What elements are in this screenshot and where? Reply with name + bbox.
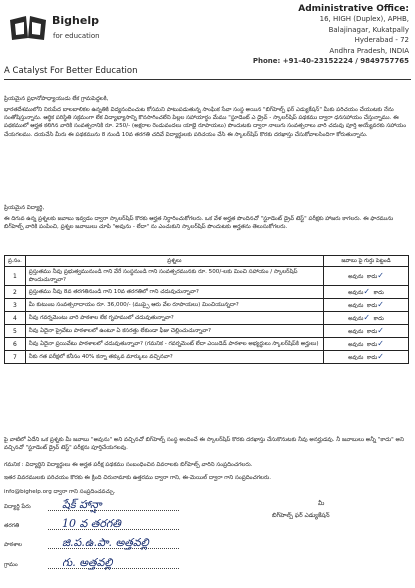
- result-paragraph: పై వాటిలో ఏదేని ఒక ప్రశ్నకు మీ జవాబు "అవును" అని వచ్చినచో బిగ్‌హెల్ప్ సంస్థ అందించే ఈ స్కాలర్‌షిప్ కొరకు దరఖాస్తు చేసుకొనుటకు నీవు అనర్హుడవు. నీ జవాబులు అన్నీ "కాదు" అని వచ్చినచో "స్టూడెంట్ డ్రైవ్ టెస్ట్" పరీక్షను పూర్తిచేయగలవు.: [4, 437, 404, 452]
- check-mark-icon: ✓: [377, 300, 384, 310]
- answer-no[interactable]: కాదు: [366, 355, 378, 362]
- question-text: నీకు గత పరీక్షలో కనీసం 40% కన్నా తక్కువ మార్కులు వచ్చినవా?: [25, 351, 323, 364]
- field-value: గు. అత్తవల్లి: [62, 556, 113, 569]
- field-label: విద్యార్థి పేరు: [4, 504, 31, 510]
- check-mark-icon: ✓: [377, 271, 384, 281]
- office-line: Hyderabad - 72: [354, 36, 409, 45]
- student-salutation: ప్రియమైన విద్యార్థి,: [4, 205, 45, 211]
- answer-no[interactable]: కాదు: [373, 316, 384, 323]
- question-number: 2: [5, 286, 26, 299]
- field-value: షేక్ హాన్షా: [62, 498, 102, 511]
- answer-no[interactable]: కాదు: [366, 342, 378, 349]
- table-row: [5, 312, 409, 325]
- check-mark-icon: ✓: [377, 339, 384, 349]
- answer-cell: [324, 351, 409, 364]
- field-label: గ్రామం: [4, 562, 18, 568]
- header-divider: [4, 79, 411, 80]
- office-phone: Phone: +91-40-23152224 / 9849757765: [252, 57, 409, 66]
- bighelp-logo: [4, 6, 154, 50]
- table-row: [5, 325, 409, 338]
- signature-org: బిగ్‌హెల్ప్ ఫర్ ఎడ్యుకేషన్: [272, 512, 330, 519]
- field-value: 10 వ తరగతి: [62, 517, 121, 530]
- brand-subtitle: for education: [53, 32, 100, 40]
- answer-yes[interactable]: అవును: [348, 303, 364, 310]
- office-title: Administrative Office:: [298, 4, 409, 14]
- question-text: మీ కుటుంబ సంవత్సరాదాయం రూ. 36,000/- (ముప్పై ఆరు వేల రూపాయలు) మించియున్నదా?: [25, 299, 323, 312]
- answer-cell: [324, 338, 409, 351]
- column-header-number: ప్ర.సం.: [5, 256, 26, 267]
- answer-no[interactable]: కాదు: [366, 274, 378, 281]
- answer-cell: [324, 267, 409, 286]
- question-number: 1: [5, 267, 26, 286]
- office-line: Andhra Pradesh, INDIA: [329, 46, 409, 55]
- intro-paragraph: భారతదేశములోని నిరుపేద బాలబాలికల ఉన్నతికి విద్యనందించుట కోసమని పాటుపడుతున్న సాంఘిక సేవా సంస్థ అయిన "బిగ్‌హెల్ప్ ఫర్ ఎడ్యుకేషన్" మీకు పరిచయం చేయుటకు నేను సంతోషిస్తున్నాను. ఆర్థిక పరిస్థితి సక్రమంగా లేక విద్యాభ్యాసాన్ని కొనసాగించలేని పిల్లల సహాయార్థం మేము "స్టూడెంట్ ఎ డ్రైవ్ - స్కాలర్‌షిప్ పథకము ద్వారా ధనసహాయం చేస్తున్నాము. ఈ పథకములో ఆర్హత కలిగిన వారికి సంవత్సరానికి రూ. 250/- (అక్షరాల రెండువందలు యాభై రూపాయలు) పొందుటకు ద్వారా నాలుగు సంవత్సరాలు వారి చదువు పూర్తి అయ్యేవరకు సహాయం చేయగలము. దయచేసి మీరు ఈ పథకమును 8 నుండి 10వ తరగతి చదివే విద్యార్థులకు పరిచయం చేసి ఈ స్కాలర్‌షిప్ కొరకు దరఖాస్తు చేసుకోవాలసిందిగా కోరుతున్నాను.: [4, 107, 407, 138]
- column-header-question: ప్రశ్నలు: [25, 256, 323, 267]
- check-mark-icon: ✓: [377, 352, 384, 362]
- answer-yes[interactable]: అవును: [348, 329, 364, 336]
- question-text: నీవు ఏదైనా ప్రైవేటు పాఠశాలలో ఉంటూ ఏ కసరత్తు లేకుండా ఫీజు చెల్లించుచున్నావా?: [25, 325, 323, 338]
- answer-cell: [324, 325, 409, 338]
- answer-no[interactable]: కాదు: [373, 290, 384, 297]
- tagline: A Catalyst For Better Education: [4, 66, 138, 76]
- contact-email: info@bighelp.org ద్వారా గాని సంప్రదించవచ్చు.: [4, 489, 116, 495]
- salutation: ప్రియమైన ప్రధానోపాధ్యాయుడు లేక గ్రామపెద్దలకి,: [4, 96, 109, 102]
- field-class: [4, 519, 409, 534]
- question-number: 3: [5, 299, 26, 312]
- answer-cell: [324, 299, 409, 312]
- field-label: పాఠశాల: [4, 542, 22, 548]
- closing: మీ: [318, 500, 325, 507]
- question-number: 7: [5, 351, 26, 364]
- answer-no[interactable]: కాదు: [366, 329, 378, 336]
- question-text: నీవు గవర్నమెంటు వారి పాఠశాల లేక గృహములో చదువుతున్నావా?: [25, 312, 323, 325]
- answer-yes[interactable]: అవును: [348, 355, 364, 362]
- answer-yes[interactable]: అవును: [348, 316, 364, 323]
- question-number: 6: [5, 338, 26, 351]
- check-mark-icon: ✓: [377, 326, 384, 336]
- field-student-name: [4, 500, 409, 515]
- brand-name: Bighelp: [52, 14, 99, 27]
- answer-cell: [324, 286, 409, 299]
- question-text: నీవు ఏదైనా ప్రయివేటు పాఠశాలలో చదువుతున్నావా? (గమనిక - గవర్నమెంట్ లేదా ఎయిడెడ్ పాఠశాల అభ్యర్థులు స్కాలర్‌షిప్‌కి అర్హులు): [25, 338, 323, 351]
- answer-yes[interactable]: అవును: [348, 274, 364, 281]
- table-header-row: [5, 256, 409, 267]
- contact-paragraph: ఇతర వివరములకు పరిచయం కొరకు ఈ క్రింది చిరునామాకు ఉత్తరము ద్వారా గాని, ఈ-మెయిల్ ద్వారా గాని సంప్రదించగలరు.: [4, 475, 271, 481]
- check-mark-icon: ✓: [363, 313, 371, 323]
- table-row: [5, 286, 409, 299]
- column-header-answer: జవాబు పై గుర్తు పెట్టండి: [324, 256, 409, 267]
- table-row: [5, 351, 409, 364]
- office-address: [239, 4, 409, 66]
- table-row: [5, 299, 409, 312]
- question-text: ప్రస్తుతము నీవు 8వ తరగతినుండి గాని 10వ తరగతిలో గాని చదువుచున్నావా?: [25, 286, 323, 299]
- check-mark-icon: ✓: [363, 287, 371, 297]
- office-line: 16, HIGH (Duplex), APHB,: [319, 15, 409, 24]
- answer-no[interactable]: కాదు: [366, 303, 378, 310]
- office-line: Balajinagar, Kukatpally: [328, 25, 409, 34]
- book-icon: [6, 12, 50, 42]
- field-village: [4, 558, 409, 573]
- question-text: ప్రస్తుతము నీవు ప్రభుత్వమునుండి గాని వేరే సంస్థనుండి గాని సంవత్సరమునకు రూ. 500/-లకు మించి సహాయం / స్కాలర్‌షిప్ పొందుచున్నావా?: [25, 267, 323, 286]
- field-value: జి.ప.ఉ.పా. అత్తవల్లి: [62, 536, 149, 549]
- question-number: 5: [5, 325, 26, 338]
- eligibility-table: [4, 255, 409, 364]
- answer-yes[interactable]: అవును: [348, 290, 364, 297]
- answer-cell: [324, 312, 409, 325]
- question-number: 4: [5, 312, 26, 325]
- field-school: [4, 538, 409, 553]
- instructions-paragraph: ఈ దిగువ ఉన్న ప్రశ్నలకు జవాబు ఇవ్వడం ద్వారా స్కాలర్‌షిప్ కొరకు ఆర్హత నిర్ధారించుకోగలరు. ఒక వేళ అర్హత పొందినచో "స్టూడెంట్ డ్రైవ్ టెస్ట్" పరీక్షకు హాజరు కాగలరు. ఈ ఫారమును బిగ్‌హెల్ప్ వారికి పంపించి, ప్రశ్నల జవాబులు చూపి "అవును - లేదా" ను ఎంచుకుని స్కాలర్‌షిప్ పొందుటకు అర్హతను తెలుసుకోగలరు.: [4, 216, 394, 231]
- table-row: [5, 267, 409, 286]
- table-row: [5, 338, 409, 351]
- field-label: తరగతి: [4, 523, 20, 529]
- answer-yes[interactable]: అవును: [348, 342, 364, 349]
- note-paragraph: గమనిక : విద్యార్థిని విద్యార్థులు ఈ అర్హత పరీక్ష పథకము సంబంధించిన వివరాలకు బిగ్‌హెల్ప్ వారిని సంప్రదించగలరు.: [4, 462, 253, 468]
